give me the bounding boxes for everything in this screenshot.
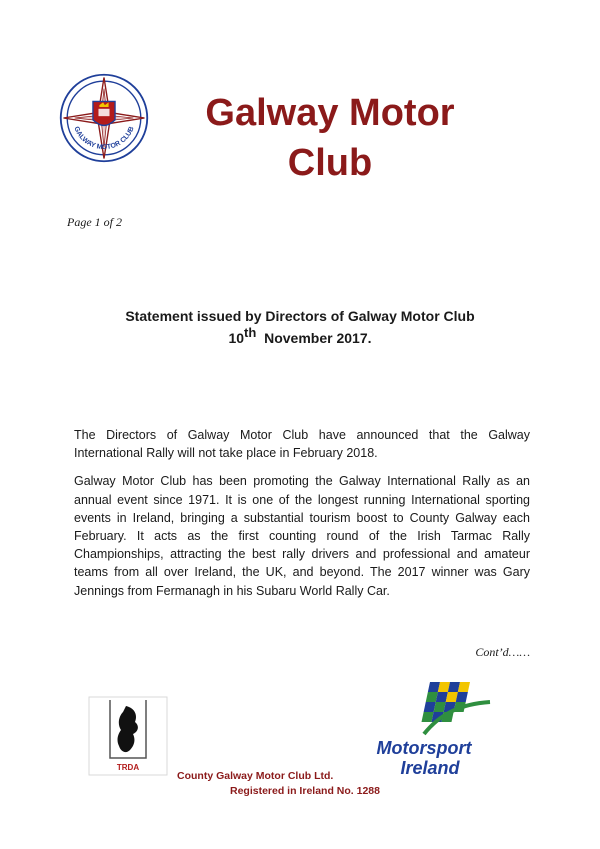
paragraph: The Directors of Galway Motor Club have announced that the Galway International Rally will not take place in February 2018. bbox=[74, 428, 530, 461]
page-number: Page 1 of 2 bbox=[67, 215, 122, 229]
logo-ring-text: GALWAY MOTOR CLUB bbox=[72, 125, 136, 152]
statement-line1: Statement issued by Directors of Galway Motor Club bbox=[125, 308, 475, 324]
club-title bbox=[190, 88, 470, 188]
footer-company-name: County Galway Motor Club Ltd. bbox=[177, 770, 334, 782]
body-text bbox=[74, 426, 530, 610]
continued-note: Cont’d…… bbox=[475, 645, 530, 659]
motorsport-ireland-logo bbox=[350, 674, 500, 786]
footer-registration: Registered in Ireland No. 1288 bbox=[230, 785, 380, 797]
galway-motor-club-logo bbox=[58, 72, 150, 164]
trda-logo bbox=[88, 696, 168, 776]
club-title-line1: Galway Motor bbox=[205, 92, 455, 134]
statement-date bbox=[0, 327, 600, 349]
paragraph: Galway Motor Club has been promoting the Galway International Rally as an annual event since 1971. It is one of the longest running International sporting events in Ireland, bringing a substantial tourism boost to County Galway each February. It acts as the first counting round of the Irish Tarmac Rally Championships, attracting the best rally drivers and professional and amateur teams from all over Ireland, the UK, and beyond. The 2017 winner was Gary Jennings from Fermanagh in his Subaru World Rally Car. bbox=[74, 474, 530, 598]
msi-text-line2: Ireland bbox=[400, 758, 460, 778]
date-rest: November 2017. bbox=[264, 330, 372, 346]
date-suffix: th bbox=[244, 325, 257, 340]
statement-heading bbox=[0, 305, 600, 349]
msi-text-line1: Motorsport bbox=[376, 738, 472, 758]
trda-text: TRDA bbox=[116, 763, 140, 772]
date-day: 10 bbox=[228, 330, 245, 346]
club-title-line2: Club bbox=[287, 142, 373, 184]
